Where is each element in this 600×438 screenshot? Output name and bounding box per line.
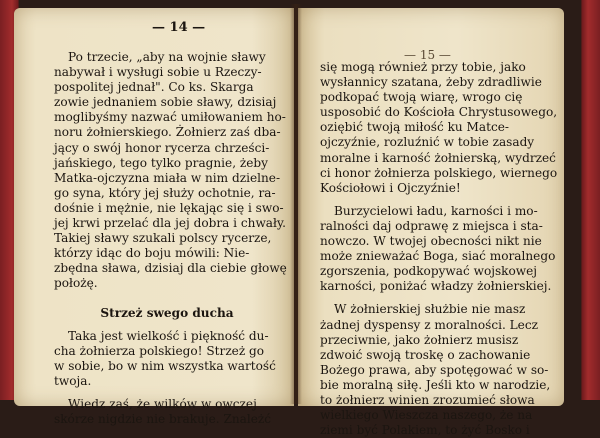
text-line: skórze nigdzie nie brakuje. Znależć [54, 412, 272, 427]
left-paragraph-1 [54, 50, 287, 292]
right-page-text [320, 60, 558, 438]
text-line: Burzycielowi ładu, karności i mo- [334, 203, 538, 218]
text-line: Taka jest wielkość i piękność du- [68, 328, 269, 343]
right-paragraph-2 [320, 203, 556, 295]
right-paragraph-1 [320, 60, 558, 196]
text-line: wielkiego Wieszcza naszego, że na [320, 408, 533, 423]
text-line: zowie jednaniem sobie sławy, dzisiaj [54, 95, 277, 110]
text-line: noru żołnierskiego. Żołnierz zaś dba- [54, 125, 281, 140]
section-heading: Strzeż swego ducha [100, 305, 234, 320]
text-line: cha żołnierza polskiego! Strzeż go [54, 343, 265, 358]
text-line: podkopać twoją wiarę, wrogo cię [320, 90, 523, 105]
text-line: nabywał i wysługi sobie u Rzeczy- [54, 65, 262, 80]
text-line: jańskiego, tego tylko pragnie, żeby [54, 155, 268, 170]
text-line: oziębić twoją miłość ku Matce- [320, 120, 509, 135]
text-line: Kościołowi i Ojczyźnie! [320, 180, 461, 195]
text-line: wysłannicy szatana, żeby zdradliwie [320, 75, 542, 90]
right-page [298, 8, 564, 438]
text-line: którzy idąc do boju mówili: Nie- [54, 246, 250, 261]
text-line: Takiej sławy szukali polscy rycerze, [54, 231, 272, 246]
text-line: usposobić do Kościoła Chrystusowego, [320, 105, 558, 120]
text-line: ralności daj odprawę z miejsca i sta- [320, 218, 543, 233]
left-paragraph-3 [54, 397, 280, 427]
page-number-left: — 14 — [152, 20, 206, 35]
right-paragraph-3 [320, 302, 551, 438]
paragraph-gap [320, 196, 546, 204]
text-line: pospolitej jednał". Co ks. Skarga [54, 80, 254, 95]
text-line: żadnej dyspensy z moralności. Lecz [320, 317, 538, 332]
text-line: to żołnierz winien zrozumieć słowa [320, 392, 535, 407]
text-line: ziemi być Polakiem, to żyć Bosko i [320, 423, 530, 438]
left-page-text [54, 50, 287, 427]
text-line: zbędna sława, dzisiaj dla ciebie głowę [54, 261, 287, 276]
text-line: moralne i karność żołnierską, wydrzeć [320, 150, 556, 165]
text-line: w sobie, bo w nim wszystka wartość [54, 358, 276, 373]
text-line: karności, poniżać władzy żołnierskiej. [320, 279, 552, 294]
text-line: twoja. [54, 373, 92, 388]
text-line: nowczo. W twojej obecności nikt nie [320, 234, 542, 249]
text-line: ojczyźnie, rozluźnić w tobie zasady [320, 135, 535, 150]
text-line: jej krwi przelać dla jej dobra i chwały. [54, 216, 287, 231]
text-line: Wiedz zaś, że wilków w owczej [68, 396, 257, 411]
left-page [14, 8, 294, 427]
text-line: Po trzecie, „aby na wojnie sławy [68, 50, 266, 64]
left-paragraph-2 [54, 329, 280, 389]
text-line: ci honor żołnierza polskiego, wiernego [320, 165, 558, 180]
text-line: przeciwnie, jako żołnierz musisz [320, 332, 519, 347]
text-line: go syna, który jej służy ochotnie, ra- [54, 185, 276, 200]
text-line: położę. [54, 276, 98, 291]
text-line: W żołnierskiej służbie nie masz [334, 302, 526, 317]
text-line: się mogą również przy tobie, jako [320, 60, 526, 74]
book-gutter-shadow [290, 4, 302, 404]
text-line: może znieważać Boga, siać moralnego [320, 249, 556, 264]
text-line: zdwoić swoją troskę o zachowanie [320, 347, 531, 362]
text-line: Matka-ojczyzna miała w nim dzielne- [54, 170, 281, 185]
text-line: dośnie i mężnie, nie lękając się i swo- [54, 200, 284, 215]
text-line: moglibyśmy nazwać umiłowaniem ho- [54, 110, 286, 125]
text-line: jący o swój honor rycerza chrześci- [54, 140, 270, 155]
text-line: bie moralną siłę. Jeśli kto w narodzie, [320, 377, 551, 392]
paragraph-gap [320, 294, 546, 302]
paragraph-gap [54, 389, 280, 397]
page-number-right: — 15 — [404, 48, 451, 62]
text-line: zgorszenia, podkopywać wojskowej [320, 264, 538, 279]
text-line: Bożego prawa, aby spotęgować w so- [320, 362, 549, 377]
